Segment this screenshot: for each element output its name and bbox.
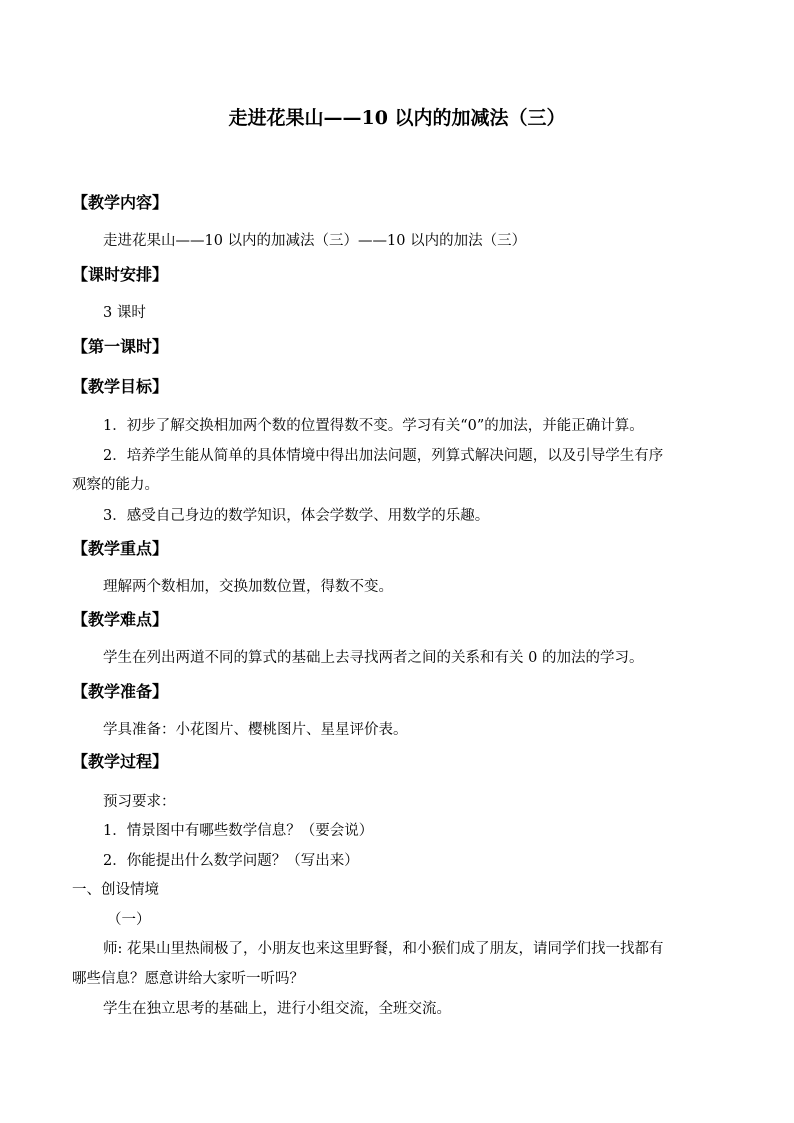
key-points-text: 理解两个数相加，交换加数位置，得数不变。 <box>103 579 393 595</box>
part-one-title: 一、创设情境 <box>72 882 159 898</box>
heading-goals: 【教学目标】 <box>72 377 169 396</box>
difficulties-text: 学生在列出两道不同的算式的基础上去寻找两者之间的关系和有关 0 的加法的学习。 <box>103 650 644 666</box>
heading-preparation: 【教学准备】 <box>72 682 169 701</box>
goal-item-2: 2．培养学生能从简单的具体情境中得出加法问题，列算式解决问题，以及引导学生有序 <box>103 448 664 464</box>
preview-title: 预习要求： <box>103 794 176 810</box>
heading-difficulties: 【教学难点】 <box>72 610 169 629</box>
heading-schedule: 【课时安排】 <box>72 265 169 284</box>
heading-lesson-one: 【第一课时】 <box>72 337 169 356</box>
preparation-text: 学具准备：小花图片、樱桃图片、星星评价表。 <box>103 722 408 738</box>
goal-item-1: 1．初步了解交换相加两个数的位置得数不变。学习有关“0”的加法，并能正确计算。 <box>103 418 644 434</box>
heading-teaching-content: 【教学内容】 <box>72 193 169 212</box>
heading-key-points: 【教学重点】 <box>72 539 169 558</box>
teacher-line-1: 师: 花果山里热闹极了，小朋友也来这里野餐，和小猴们成了朋友，请同学们找一找都有 <box>103 941 664 957</box>
teaching-content-text: 走进花果山——10 以内的加减法（三）——10 以内的加法（三） <box>103 233 527 249</box>
student-line: 学生在独立思考的基础上，进行小组交流，全班交流。 <box>103 1001 451 1017</box>
teacher-line-2: 哪些信息？愿意讲给大家听一听吗？ <box>72 971 304 987</box>
goal-item-2-continued: 观察的能力。 <box>72 477 159 493</box>
document-title: 走进花果山——10 以内的加减法（三） <box>228 107 566 129</box>
heading-process: 【教学过程】 <box>72 752 169 771</box>
preview-item-1: 1．情景图中有哪些数学信息？（要会说） <box>103 823 374 839</box>
schedule-text: 3 课时 <box>103 305 146 321</box>
part-one-subtitle: （一） <box>107 912 151 928</box>
preview-item-2: 2．你能提出什么数学问题？（写出来） <box>103 853 359 869</box>
goal-item-3: 3．感受自己身边的数学知识，体会学数学、用数学的乐趣。 <box>103 508 490 524</box>
